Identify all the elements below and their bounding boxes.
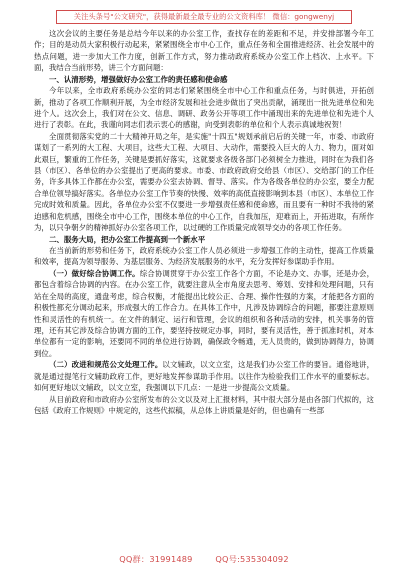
body-paragraph: 从目前政府和市政府办公室所发布的公文以及对上汇报材料，其中很大部分是由各部门代拟的，这包括《政府工作规则》中规定的，这些代拟稿，从总体上讲质量是好的，但也确有一些部 <box>34 394 374 415</box>
subsection-lead: （二）改进和规范公文处理工作。 <box>49 360 163 370</box>
paragraph-text: 以文辅政，以文立室，这是我们办公室工作的要旨。通俗地讲，就是通过提笔行文辅助政府工作，更好地发挥参谋助手作用。以往作为检验我们工作水平的重要标志。如何更好地以文辅政，以文立室，我强调以下几点：一是进一步提高公文质量。 <box>34 360 375 393</box>
page-footer <box>0 554 408 565</box>
body-paragraph: 在当前新的形势和任务下，政府系统办公室工作人员必须进一步增强工作的主动性，提高工作质量和效率，提高为领导服务、为基层服务、为经济发展服务的水平，充分发挥好参谋助手作用。 <box>34 246 374 267</box>
footer-qq-number: QQ号:535304092 <box>215 554 289 564</box>
body-paragraph <box>34 268 374 359</box>
body-paragraph: 这次会议的主要任务是总结今年以来的办公室工作，查找存在的差距和不足，并安排部署今年工作；目的是动员大家积极行动起来，紧紧围绕全市中心工作，重点任务和全面推进经济、社会发展中的热点问题，进一步加大工作力度，创新工作方式，努力推动政府系统办公室工作上档次、上水平。下面，我结合当前形势，讲三个方面问题： <box>34 29 374 73</box>
paragraph-text: 综合协调贯穿于办公室工作各个方面，不论是办文、办事，还是办会，都包含着综合协调的内容。在办公室工作，就要注意从全市角度去思考、筹划、安排和处理问题，只有站在全局的高度，通盘考虑，综合权衡，才能提出比较公正、合理、操作性强的方案，才能把各方面的积极性都充分调动起来，形成强大的工作合力。在具体工作中，凡涉及协调综合的问题，都要注意原则性和灵活性的有机统一。在文件的制定、运行和管理，会议的组织和各种活动的安排，机关事务的管理，还有其它涉及综合协调方面的工作，要坚持按规定办事，同时，要有灵活性，善于抓准时机，对本单位都有一定的影响，还要同不同的单位进行协调，确保政令畅通，无人员贵的，做到协调得力，协调到位。 <box>34 268 375 358</box>
body-paragraph <box>34 359 374 393</box>
subsection-lead: （一）做好综合协调工作。 <box>49 268 140 278</box>
section-heading: 二、服务大局，把办公室工作提高到一个新水平 <box>49 234 206 244</box>
body-paragraph: 全面贯彻落实党的二十大精神开局之年，是实施"十四五"规划承前启后的关键一年，市委、市政府谋划了一系列的大工程、大项目，这些大工程、大项目、大动作，需要投入巨大的人力、物力，面对如此艰巨，繁重的工作任务，关键是要抓好落实，这就要求各级各部门必须树全力推进，同时在为我们各县（市区）、各单位的办公室提出了更高的要求。市委、市政府政府交给县（市区）、交给部门的工作任务，许多具体工作都在办公室，需要办公室去协调、督导、落实。作为各级各单位的办公室，要全力配合单位领导搞好落实。各单位办公室工作节奏的快慢、效率的高低直接影响到本县（市区）、本单位工作完成时效和质量。因此，各单位办公室不仅要进一步增强责任感和使命感，而且要有一种时不我待的紧迫感和危机感，围绕全市中心工作，围绕本单位的中心工作，自我加压，迎难而上，开拓进取，有所作为，以只争朝夕的精神抓好办公室各项工作，以过硬的工作质量完成领导交办的各项工作任务。 <box>34 131 374 233</box>
promo-banner: 关注头条号"公文研究"，获得最新最全最专业的公文资料库！ 微信：gongwenyj <box>56 10 352 24</box>
document-body <box>34 28 374 548</box>
section-heading: 一、认清形势，增强做好办公室工作的责任感和使命感 <box>49 74 228 84</box>
footer-qq-group: QQ群：31991489 <box>119 554 193 564</box>
body-paragraph: 今年以来，全市政府系统办公室的同志们紧紧围绕全市中心工作和重点任务，与时俱进，开拓创新，推动了各项工作顺利开展，为全市经济发展和社会进步做出了突出贡献，涌现出一批先进单位和先进个人。这次会上，我们对在公文、信息、调研、政务公开等项工作中涌现出来的先进单位和先进个人进行了表彰。在此，我谨向同志们表示衷心的感谢，向受到表彰的单位和个人表示真诚地祝贺！ <box>34 86 374 130</box>
